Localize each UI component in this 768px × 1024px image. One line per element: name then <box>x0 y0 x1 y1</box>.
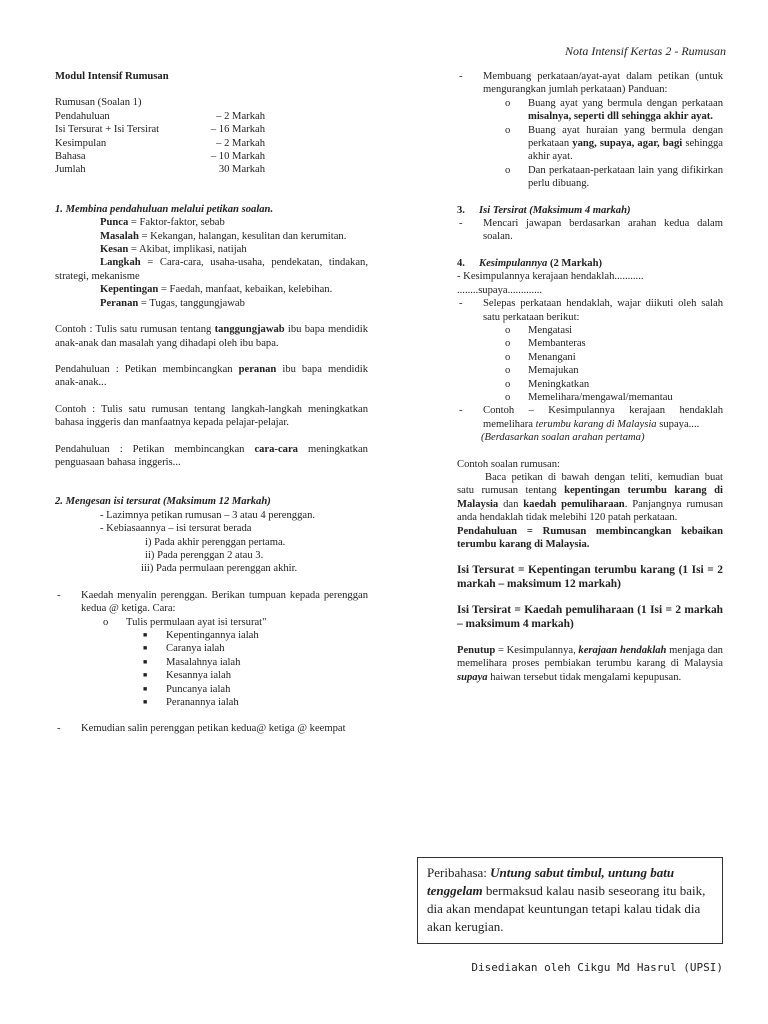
list-item: o Buang ayat huraian yang bermula dengan perkataan yang, supaya, agar, bagi sehingga akhir ayat. <box>505 124 723 163</box>
answer-isi-tersurat: Isi Tersurat = Kepentingan terumbu karang (1 Isi = 2 markah – maksimum 12 markah) <box>457 564 723 590</box>
def-punca: Punca = Faktor-faktor, sebab <box>100 217 225 229</box>
list-item: - Mencari jawapan berdasarkan arahan kedua dalam soalan. <box>459 218 723 243</box>
example-question-title: Contoh soalan rumusan: <box>457 458 560 470</box>
list-item: ■ Caranya ialah <box>143 643 225 655</box>
answer-intro: Pendahuluan = Rumusan membincangkan kebaikan terumbu karang di Malaysia. <box>457 525 723 550</box>
list-item: - Contoh – Kesimpulannya kerajaan hendaklah memelihara terumbu karang di Malaysia supaya.... <box>459 405 723 430</box>
mark-label: Kesimpulan <box>55 137 107 149</box>
list-item: o Meningkatkan <box>505 378 590 390</box>
list-item: o Membanteras <box>505 338 586 350</box>
page-header: Nota Intensif Kertas 2 - Rumusan <box>565 44 726 58</box>
example-question: Baca petikan di bawah dengan teliti, kemudian buat satu rumusan tentang kepentingan terumbu karang di Malaysia dan kaedah pemuliharaan. Panjangnya rumusan anda hendaklah tidak melebihi 120 patah perkataan. <box>457 471 723 524</box>
s2-roman: iii) Pada permulaan perenggan akhir. <box>141 563 298 575</box>
def-langkah: Langkah = Cara-cara, usaha-usaha, pendekatan, tindakan, strategi, mekanisme <box>55 257 368 282</box>
mark-value: 30 Markah <box>218 164 265 176</box>
answer-penutup: Penutup = Kesimpulannya, kerajaan hendaklah menjaga dan memelihara proses pembiakan terumbu karang di Malaysia supaya haiwan tersebut tidak mengalami kepupusan. <box>457 645 723 683</box>
list-item: - Membuang perkataan/ayat-ayat dalam petikan (untuk mengurangkan jumlah perkataan) Panduan: <box>459 71 723 96</box>
mark-value: – 10 Markah <box>210 151 265 163</box>
question-label: Rumusan (Soalan 1) <box>55 97 142 109</box>
answer-isi-tersirat: Isi Tersirat = Kaedah pemuliharaan (1 Isi = 2 markah – maksimum 4 markah) <box>457 604 723 630</box>
s2-roman: i) Pada akhir perenggan pertama. <box>145 536 286 548</box>
list-item: - Kaedah menyalin perenggan. Berikan tumpuan kepada perenggan kedua @ ketiga. Cara: <box>57 589 368 615</box>
section-3-title: 3. Isi Tersirat (Maksimum 4 markah) <box>457 204 631 216</box>
list-item: ■ Peranannya ialah <box>143 697 239 709</box>
list-item: ■ Kepentingannya ialah <box>143 630 259 641</box>
list-item: ■ Masalahnya ialah <box>143 656 241 668</box>
section-1-title: 1. Membina pendahuluan melalui petikan soalan. <box>55 203 274 215</box>
mark-value: – 2 Markah <box>216 110 265 122</box>
marks-table <box>55 110 368 177</box>
list-item: ■ Kesannya ialah <box>143 670 232 682</box>
peribahasa-box: Peribahasa: Untung sabut timbul, untung batu tenggelam bermaksud kalau nasib seseorang itu baik, dia akan mendapat keuntungan tetapi kalau tidak dia akan kerugian. <box>417 857 723 944</box>
mark-value: – 16 Markah <box>210 124 265 136</box>
example-1: Contoh : Tulis satu rumusan tentang tanggungjawab ibu bapa mendidik anak-anak dan masalah yang dihadapi oleh ibu bapa. <box>55 324 368 349</box>
def-kesan: Kesan = Akibat, implikasi, natijah <box>100 244 247 256</box>
s2-roman: ii) Pada perenggan 2 atau 3. <box>145 549 264 561</box>
list-item: o Memajukan <box>505 365 579 377</box>
footer-credit: Disediakan oleh Cikgu Md Hasrul (UPSI) <box>471 961 723 974</box>
list-item: o Dan perkataan-perkataan lain yang difikirkan perlu dibuang. <box>505 164 723 190</box>
mark-value: – 2 Markah <box>216 137 265 149</box>
mark-label: Isi Tersurat + Isi Tersirat <box>55 124 160 136</box>
right-column <box>457 70 723 684</box>
section-4-title: 4. Kesimpulannya (2 Markah) <box>457 257 603 269</box>
s2-line: - Lazimnya petikan rumusan – 3 atau 4 perenggan. <box>100 509 316 521</box>
s4-line: - Kesimpulannya kerajaan hendaklah........... <box>457 271 644 283</box>
s2-line: - Kebiasaannya – isi tersurat berada <box>100 523 252 535</box>
def-peranan: Peranan = Tugas, tanggungjawab <box>100 297 245 309</box>
list-item: o Memelihara/mengawal/memantau <box>505 391 673 403</box>
intro-1: Pendahuluan : Petikan membincangkan peranan ibu bapa mendidik anak-anak... <box>55 363 368 389</box>
module-title: Modul Intensif Rumusan <box>55 71 169 82</box>
list-item: o Menangani <box>505 351 576 363</box>
left-column <box>55 70 368 736</box>
list-item: o Tulis permulaan ayat isi tersurat" <box>103 616 267 628</box>
mark-label: Bahasa <box>55 151 86 163</box>
mark-label: Pendahuluan <box>55 110 110 122</box>
example-2: Contoh : Tulis satu rumusan tentang langkah-langkah meningkatkan bahasa inggeris dan manfaatnya kepada pelajar-pelajar. <box>55 403 368 429</box>
mark-label: Jumlah <box>55 164 86 176</box>
list-item: o Mengatasi <box>505 324 573 336</box>
intro-2: Pendahuluan : Petikan membincangkan cara-cara meningkatkan penguasaan bahasa inggeris... <box>55 443 368 468</box>
list-item: - Selepas perkataan hendaklah, wajar diikuti oleh salah satu perkataan berikut: <box>459 298 723 323</box>
s4-note: (Berdasarkan soalan arahan pertama) <box>481 432 645 444</box>
list-item: ■ Puncanya ialah <box>143 683 231 695</box>
s4-line: ........supaya............. <box>457 284 543 296</box>
def-masalah: Masalah = Kekangan, halangan, kesulitan dan kerumitan. <box>100 230 347 242</box>
list-item: - Kemudian salin perenggan petikan kedua@ ketiga @ keempat <box>57 723 346 735</box>
list-item: o Buang ayat yang bermula dengan perkataan misalnya, seperti dll sehingga akhir ayat. <box>505 97 723 123</box>
section-2-title: 2. Mengesan isi tersurat (Maksimum 12 Markah) <box>55 496 271 508</box>
def-kepentingan: Kepentingan = Faedah, manfaat, kebaikan, kelebihan. <box>100 284 333 296</box>
